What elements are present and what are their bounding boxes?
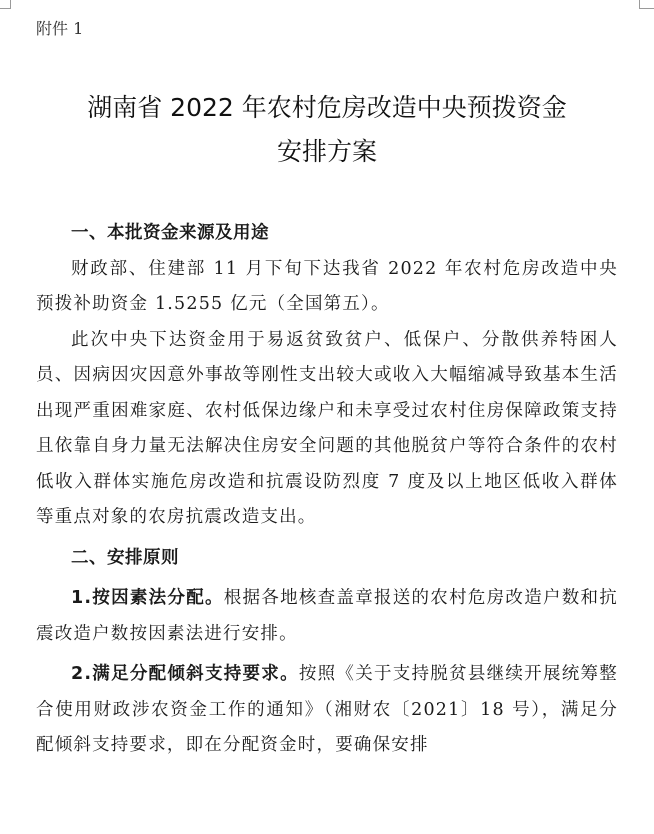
principle-item-1-lead: 1.按因素法分配。 [71,588,224,608]
paragraph-funding-amount: 财政部、住建部 11 月下旬下达我省 2022 年农村危房改造中央预拨补助资金 1.5255 亿元（全国第五）。 [36,258,618,314]
principle-item-1-text: 根据各地核查盖章报送的农村危房改造户数和抗震改造户数按因素法进行安排。 [36,588,618,644]
document-title [0,86,654,174]
title-line-1: 湖南省 2022 年农村危房改造中央预拨资金 [87,93,567,122]
section-heading-principles: 二、安排原则 [71,547,179,568]
attachment-label: 附件 1 [36,19,84,38]
document-body [36,216,618,764]
principle-item-2 [36,657,618,764]
principle-item-2-lead: 2.满足分配倾斜支持要求。 [71,664,299,684]
crop-mark-top-right-vertical [639,0,640,9]
crop-mark-top-left-vertical [10,0,11,9]
title-line-2: 安排方案 [276,137,377,166]
principle-item-1 [36,581,618,652]
section-heading-funding-source: 一、本批资金来源及用途 [71,223,269,243]
crop-mark-top-left-horizontal [0,8,10,9]
crop-mark-top-right-horizontal [640,8,654,9]
paragraph-funding-usage: 此次中央下达资金用于易返贫致贫户、低保户、分散供养特困人员、因病因灾因意外事故等刚性支出较大或收入大幅缩减导致基本生活出现严重困难家庭、农村低保边缘户和未享受过农村住房保障政策支持且依靠自身力量无法解决住房安全问题的其他脱贫户等符合条件的农村低收入群体实施危房改造和抗震设防烈度 7 度及以上地区低收入群体等重点对象的农房抗震改造支出。 [36,329,618,527]
principle-item-2-text: 按照《关于支持脱贫县继续开展统筹整合使用财政涉农资金工作的通知》（湘财农〔2021〕18 号），满足分配倾斜支持要求，即在分配资金时，要确保安排 [36,664,618,755]
